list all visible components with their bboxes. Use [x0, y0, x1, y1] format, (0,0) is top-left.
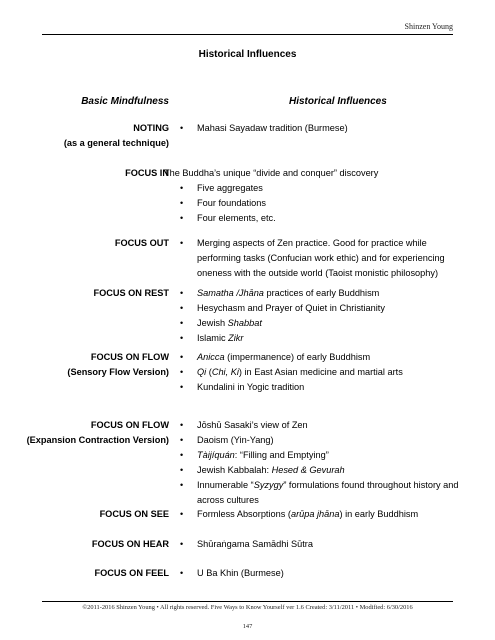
- item-text: Formless Absorptions (: [197, 509, 291, 519]
- item-text: Mahasi Sayadaw tradition (Burmese): [197, 123, 348, 133]
- column-heading-right: Historical Influences: [289, 96, 387, 107]
- list-item: [177, 236, 467, 281]
- row-label-title: FOCUS OUT: [114, 238, 169, 248]
- item-text: Islamic: [197, 333, 229, 343]
- row-label-title: FOCUS ON FEEL: [94, 568, 169, 578]
- influence-list: [177, 286, 467, 346]
- row-label-title: FOCUS ON HEAR: [91, 539, 169, 549]
- item-text: U Ba Khin (Burmese): [197, 568, 284, 578]
- list-item: [177, 380, 467, 395]
- list-item: [177, 448, 467, 463]
- page-number: 147: [242, 623, 253, 630]
- item-text: Five aggregates: [197, 183, 263, 193]
- bullet-icon: •: [180, 568, 184, 578]
- item-text-italic: Shabbat: [227, 318, 262, 328]
- header-author: Shinzen Young: [404, 22, 453, 31]
- column-heading-left: Basic Mindfulness: [81, 96, 169, 107]
- bullet-icon: •: [180, 539, 184, 549]
- item-text-italic: Hesed & Gevurah: [271, 465, 345, 475]
- list-item: [177, 196, 467, 211]
- influence-list: [177, 350, 467, 395]
- item-text: Jewish: [197, 318, 228, 328]
- item-text-italic: Tàijíquán: [197, 450, 235, 460]
- row-label: [94, 566, 169, 581]
- bullet-icon: •: [180, 382, 184, 392]
- item-text: Four foundations: [197, 198, 266, 208]
- bullet-icon: •: [180, 352, 184, 362]
- bullet-icon: •: [180, 213, 184, 223]
- row-label: [64, 121, 169, 151]
- bullet-icon: •: [180, 450, 184, 460]
- page-title: Historical Influences: [198, 49, 297, 60]
- item-text: Merging aspects of Zen practice. Good for practice while performing tasks (Confucian work ethic) and for experiencing oneness with the outside world (Taoist monistic philosophy): [197, 238, 445, 278]
- item-text-italic: Zikr: [228, 333, 244, 343]
- header-divider: [42, 34, 453, 35]
- item-text: Daoism (Yin-Yang): [197, 435, 274, 445]
- bullet-icon: •: [180, 435, 184, 445]
- item-text-italic: arūpa jhāna: [290, 509, 340, 519]
- row-label-title: FOCUS ON SEE: [99, 509, 169, 519]
- bullet-icon: •: [180, 333, 184, 343]
- row-label: [100, 507, 169, 522]
- bullet-icon: •: [180, 420, 184, 430]
- footer-copyright: ©2011-2016 Shinzen Young • All rights reserved. Five Ways to Know Yourself ver 1.6 Created: 3/11/2011 • Modified: 6/30/2016: [82, 604, 413, 611]
- item-text: Innumerable “: [197, 480, 254, 490]
- influence-list: [164, 166, 467, 226]
- bullet-icon: •: [180, 303, 184, 313]
- bullet-icon: •: [180, 123, 184, 133]
- row-label-title: NOTING: [133, 123, 169, 133]
- row-label: [92, 537, 169, 552]
- row-label-title: FOCUS ON FLOW: [90, 352, 169, 362]
- influence-list: [177, 566, 467, 581]
- item-text: Jōshū Sasaki’s view of Zen: [197, 420, 308, 430]
- item-text: practices of early Buddhism: [263, 288, 380, 298]
- list-item: [177, 211, 467, 226]
- item-text-italic: Anicca: [197, 352, 225, 362]
- item-text: (impermanence) of early Buddhism: [224, 352, 371, 362]
- row-label: [125, 166, 169, 181]
- list-item: [177, 433, 467, 448]
- item-text: ) in early Buddhism: [339, 509, 419, 519]
- bullet-icon: •: [180, 238, 184, 248]
- item-text: Kundalini in Yogic tradition: [197, 382, 305, 392]
- list-item: [177, 566, 467, 581]
- bullet-icon: •: [180, 288, 184, 298]
- influence-list: [177, 121, 467, 136]
- row-intro-text: The Buddha’s unique “divide and conquer” discovery: [164, 168, 379, 178]
- row-label-subtitle: (Sensory Flow Version): [67, 367, 169, 377]
- row-label-title: FOCUS ON REST: [93, 288, 169, 298]
- list-item: [177, 463, 467, 478]
- bullet-icon: •: [180, 367, 184, 377]
- list-item: [177, 121, 467, 136]
- list-item: [177, 301, 467, 316]
- bullet-icon: •: [180, 183, 184, 193]
- list-item: [177, 537, 467, 552]
- list-item: [177, 418, 467, 433]
- influence-list: [177, 418, 467, 508]
- item-text: Hesychasm and Prayer of Quiet in Christianity: [197, 303, 385, 313]
- row-label-title: FOCUS ON FLOW: [90, 420, 169, 430]
- row-label-title: FOCUS IN: [125, 168, 169, 178]
- item-text: (: [206, 367, 212, 377]
- item-text: ” formulations found throughout history and across cultures: [197, 480, 459, 505]
- item-text: : “Filling and Emptying”: [234, 450, 329, 460]
- bullet-icon: •: [180, 509, 184, 519]
- influence-list: [177, 507, 467, 522]
- item-text: Shūraṅgama Samādhi Sūtra: [197, 539, 313, 549]
- item-text-italic: Chi, Ki: [211, 367, 239, 377]
- row-label: [67, 350, 169, 380]
- item-text: Jewish Kabbalah:: [197, 465, 272, 475]
- list-item: [177, 181, 467, 196]
- row-label-subtitle: (Expansion Contraction Version): [26, 435, 169, 445]
- item-text: Four elements, etc.: [197, 213, 276, 223]
- bullet-icon: •: [180, 465, 184, 475]
- list-item: [177, 316, 467, 331]
- influence-list: [177, 537, 467, 552]
- list-item: [177, 350, 467, 365]
- item-text-italic: Qi: [197, 367, 207, 377]
- bullet-icon: •: [180, 318, 184, 328]
- row-label-subtitle: (as a general technique): [63, 138, 169, 148]
- row-label: [93, 286, 169, 301]
- list-item: [177, 478, 467, 508]
- footer-divider: [42, 601, 453, 602]
- row-label: [115, 236, 169, 251]
- list-item: [177, 286, 467, 301]
- item-text: ) in East Asian medicine and martial arts: [238, 367, 403, 377]
- row-label: [27, 418, 169, 448]
- list-item: [177, 507, 467, 522]
- list-item: [177, 365, 467, 380]
- item-text-italic: Samatha /Jhāna: [197, 288, 264, 298]
- bullet-icon: •: [180, 198, 184, 208]
- influence-list: [177, 236, 467, 281]
- list-item: [177, 331, 467, 346]
- item-text-italic: Syzygy: [253, 480, 284, 490]
- bullet-icon: •: [180, 480, 184, 490]
